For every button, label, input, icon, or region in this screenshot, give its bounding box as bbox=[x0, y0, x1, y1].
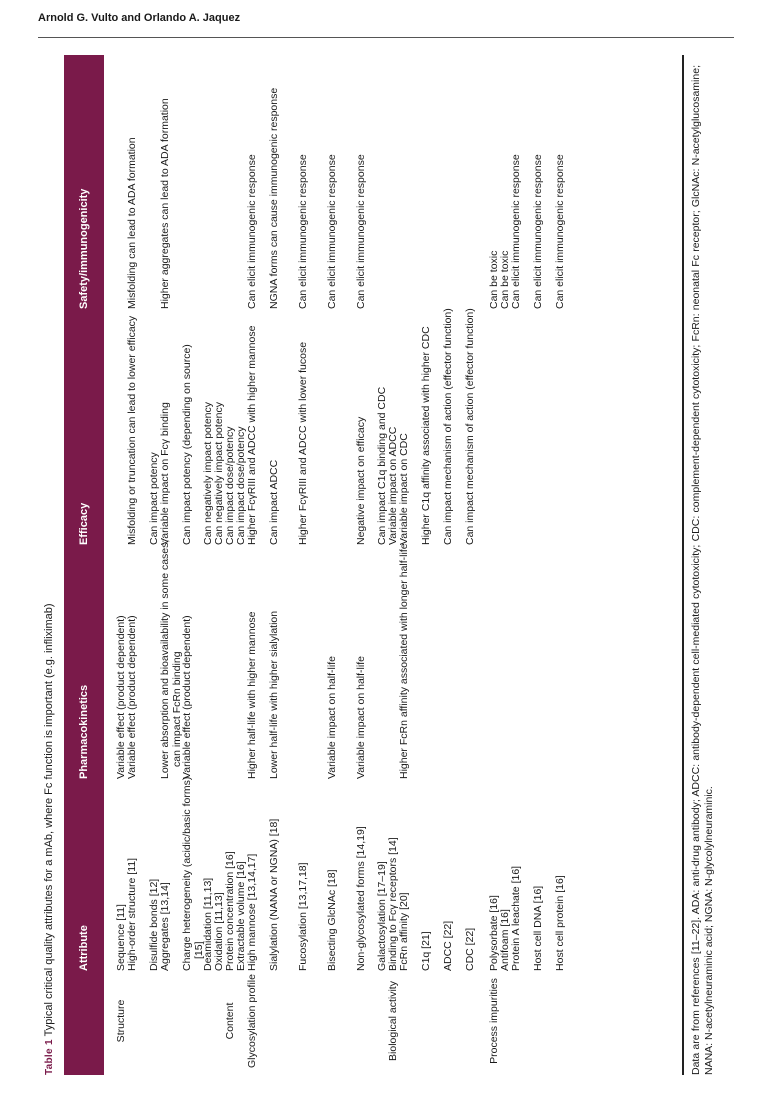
row-safety: Higher aggregates can lead to ADA formation bbox=[159, 98, 171, 309]
row-efficacy: Can impact mechanism of action (effector function) bbox=[464, 308, 476, 545]
row-efficacy: Variable impact on ADCC bbox=[387, 426, 399, 545]
row-safety: Can elicit immunogenic response bbox=[246, 154, 258, 309]
row-efficacy: Can impact potency (depending on source) bbox=[181, 344, 193, 545]
row-category: Content bbox=[224, 1002, 236, 1040]
running-header: Arnold G. Vulto and Orlando A. Jaquez bbox=[38, 12, 241, 24]
row-attribute: Sialylation (NANA or NGNA) [18] bbox=[268, 818, 280, 971]
row-pharmacokinetics: Variable impact on half-life bbox=[355, 656, 367, 779]
row-efficacy: Variable impact on Fcγ binding bbox=[159, 402, 171, 545]
row-attribute: FcRn affinity [20] bbox=[398, 892, 410, 971]
row-attribute: Bisecting GlcNAc [18] bbox=[326, 869, 338, 971]
row-attribute: Deamidation [11,13] bbox=[202, 877, 214, 971]
row-efficacy: Can negatively impact potency bbox=[213, 402, 225, 545]
row-pharmacokinetics: Variable impact on half-life bbox=[326, 656, 338, 779]
row-category: Glycosylation profile bbox=[246, 974, 258, 1068]
table-caption-text: Typical critical quality attributes for a mAb, where Fc function is important (e.g. infliximab) bbox=[43, 603, 55, 1037]
row-attribute: Aggregates [13,14] bbox=[159, 882, 171, 971]
row-safety: Can elicit immunogenic response bbox=[532, 154, 544, 309]
row-safety: Can elicit immunogenic response bbox=[510, 154, 522, 309]
row-efficacy: Negative impact on efficacy bbox=[355, 416, 367, 545]
table-label: Table 1 bbox=[44, 1039, 55, 1075]
row-attribute: Charge heterogeneity (acidic/basic forms) [15] bbox=[181, 776, 205, 971]
row-efficacy: Higher C1q affinity associated with higher CDC bbox=[420, 326, 432, 545]
row-attribute: Oxidation [11,13] bbox=[213, 892, 225, 971]
column-header-safety: Safety/immunogenicity bbox=[78, 188, 90, 309]
row-efficacy: Can impact dose/potency bbox=[235, 426, 247, 545]
row-attribute: Extractable volume [16] bbox=[235, 861, 247, 971]
header-rule bbox=[38, 37, 734, 38]
row-attribute: ADCC [22] bbox=[442, 920, 454, 971]
column-header-attribute: Attribute bbox=[78, 925, 90, 971]
table-caption bbox=[42, 603, 64, 1075]
table-footnote: Data are from references [11–22]. ADA: anti-drug antibody; ADCC: antibody-dependent cell-mediated cytotoxicity; CDC: complement-dependent cytotoxicity; FcRn: neonatal Fc receptor; GlcNAc: N-acetylglucosamine; NANA: N-acetylneuraminic acid; NGNA: N-glycolylneuraminic. bbox=[690, 65, 715, 1075]
row-efficacy: Higher FcγRIII and ADCC with higher mannose bbox=[246, 325, 258, 545]
row-efficacy: Variable impact on CDC bbox=[398, 433, 410, 545]
row-pharmacokinetics: Variable effect (product dependent) bbox=[115, 615, 127, 779]
row-efficacy: Can impact C1q binding and CDC bbox=[376, 386, 388, 545]
row-attribute: Disulfide bonds [12] bbox=[148, 878, 160, 971]
row-pharmacokinetics: Higher FcRn affinity associated with longer half-life bbox=[398, 543, 410, 779]
row-attribute: Galactosylation [17–19] bbox=[376, 861, 388, 971]
row-pharmacokinetics: Higher half-life with higher mannose bbox=[246, 611, 258, 779]
row-efficacy: Can impact dose/potency bbox=[224, 426, 236, 545]
row-attribute: Polysorbate [16] bbox=[488, 895, 500, 971]
row-safety: Can be toxic bbox=[499, 250, 511, 309]
row-pharmacokinetics: Lower absorption and bioavailability in some cases; can impact FcRn binding bbox=[159, 539, 183, 779]
row-efficacy: Higher FcγRIII and ADCC with lower fucose bbox=[297, 341, 309, 545]
row-efficacy: Can negatively impact potency bbox=[202, 402, 214, 545]
row-efficacy: Misfolding or truncation can lead to lower efficacy bbox=[126, 315, 138, 545]
column-header-pharmacokinetics: Pharmacokinetics bbox=[78, 684, 90, 779]
row-attribute: High mannose [13,14,17] bbox=[246, 853, 258, 971]
row-efficacy: Can impact ADCC bbox=[268, 459, 280, 545]
row-category: Biological activity bbox=[387, 981, 399, 1061]
row-attribute: High-order structure [11] bbox=[126, 857, 138, 971]
row-pharmacokinetics: Variable effect (product dependent) bbox=[181, 615, 193, 779]
row-category: Structure bbox=[115, 999, 127, 1043]
table-header bbox=[64, 55, 104, 1075]
row-category: Process impurities bbox=[488, 978, 500, 1064]
row-efficacy: Can impact potency bbox=[148, 452, 160, 545]
row-attribute: Sequence [11] bbox=[115, 904, 127, 971]
table-bottom-rule bbox=[682, 55, 684, 1075]
column-header-efficacy: Efficacy bbox=[78, 502, 90, 545]
rotated-table-page bbox=[42, 55, 722, 1075]
row-safety: Can elicit immunogenic response bbox=[554, 154, 566, 309]
row-safety: Misfolding can lead to ADA formation bbox=[126, 137, 138, 309]
row-pharmacokinetics: Variable effect (product dependent) bbox=[126, 615, 138, 779]
row-attribute: Protein concentration [16] bbox=[224, 851, 236, 971]
row-safety: Can elicit immunogenic response bbox=[326, 154, 338, 309]
row-attribute: Protein A leachate [16] bbox=[510, 865, 522, 971]
row-safety: NGNA forms can cause immunogenic response bbox=[268, 87, 280, 309]
row-safety: Can be toxic bbox=[488, 250, 500, 309]
row-attribute: Fucosylation [13,17,18] bbox=[297, 862, 309, 971]
row-attribute: CDC [22] bbox=[464, 927, 476, 971]
row-attribute: Non-glycosylated forms [14,19] bbox=[355, 826, 367, 971]
row-safety: Can elicit immunogenic response bbox=[355, 154, 367, 309]
row-attribute: C1q [21] bbox=[420, 931, 432, 971]
row-attribute: Host cell DNA [16] bbox=[532, 885, 544, 971]
row-efficacy: Can impact mechanism of action (effector function) bbox=[442, 308, 454, 545]
row-attribute: Binding to Fcγ receptors [14] bbox=[387, 837, 399, 971]
row-attribute: Antifoam [16] bbox=[499, 909, 511, 971]
row-attribute: Host cell protein [16] bbox=[554, 875, 566, 971]
row-safety: Can elicit immunogenic response bbox=[297, 154, 309, 309]
row-pharmacokinetics: Lower half-life with higher sialylation bbox=[268, 610, 280, 779]
